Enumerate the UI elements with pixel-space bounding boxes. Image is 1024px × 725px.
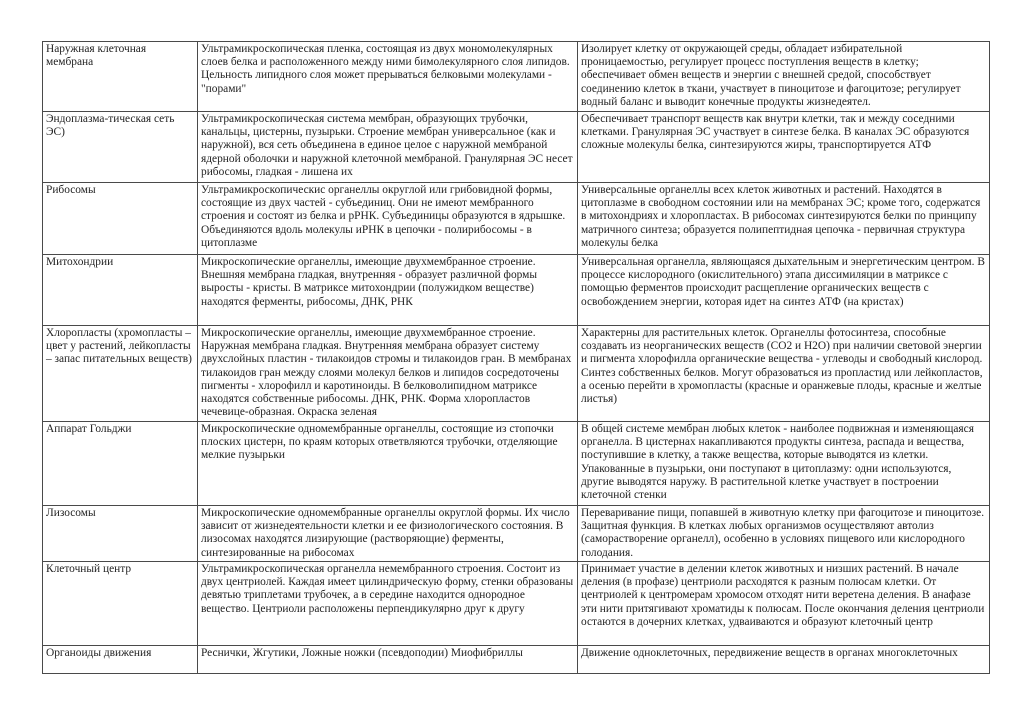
- organelle-function-cell: Изолирует клетку от окружающей среды, обладает избирательной проницаемостью, регулирует процесс поступления веществ в клетку; обеспечивает обмен веществ и энергии с внешней средой, способствует соединению клеток в ткани, участвует в пиноцитозе и фагоцитозе; регулирует водный баланс и выводит конечные продукты жизнедеятел.: [578, 42, 990, 112]
- organelle-name-cell: Органоиды движения: [43, 646, 198, 674]
- organelle-name-cell: Клеточный центр: [43, 562, 198, 646]
- table-row: [43, 42, 990, 112]
- organelle-function-cell: Характерны для растительных клеток. Органеллы фотосинтеза, способные создавать из неорганических веществ (СО2 и Н2О) при наличии световой энергии и пигмента хлорофилла органические вещества - углеводы и свободный кислород. Синтез собственных белков. Могут образоваться из пропластид или лейкопластов, а осенью перейти в хромопласты (красные и оранжевые плоды, красные и желтые листья): [578, 326, 990, 422]
- organelle-function-cell: Принимает участие в делении клеток животных и низших растений. В начале деления (в профазе) центриоли расходятся к разным полюсам клетки. От центриолей к центромерам хромосом отходят нити веретена деления. В анафазе эти нити притягивают хроматиды к полюсам. После окончания деления центриоли остаются в дочерних клетках, удваиваются и образуют клеточный центр: [578, 562, 990, 646]
- organelle-function-cell: Универсальная органелла, являющаяся дыхательным и энергетическим центром. В процессе кислородного (окислительного) этапа диссимиляции в матриксе с помощью ферментов происходит расщепление органических веществ с освобождением энергии, которая идет на синтез АТФ (на кристах): [578, 255, 990, 326]
- organelles-table: [42, 41, 990, 674]
- organelle-structure-cell: Микроскопические органеллы, имеющие двухмембранное строение. Внешняя мембрана гладкая, внутренняя - образует различной формы выросты - кристы. В матриксе митохондрии (полужидком веществе) находятся ферменты, рибосомы, ДНК, РНК: [198, 255, 578, 326]
- organelle-structure-cell: Реснички, Жгутики, Ложные ножки (псевдоподии) Миофибриллы: [198, 646, 578, 674]
- organelle-structure-cell: Ультрамикроскопическис органеллы округлой или грибовидной формы, состоящие из двух частей - субъединиц. Они не имеют мембранного строения и состоят из белка и рРНК. Субъединицы образуются в ядрышке. Объединяются вдоль молекулы иРНК в цепочки - полирибосомы - в цитоплазме: [198, 183, 578, 255]
- organelle-function-cell: Универсальные органеллы всех клеток животных и растений. Находятся в цитоплазме в свободном состоянии или на мембранах ЭС; кроме того, содержатся в митохондриях и хлоропластах. В рибосомах синтезируются белки по принципу матричного синтеза; образуется полипептидная цепочка - первичная структура молекулы белка: [578, 183, 990, 255]
- organelle-function-cell: Переваривание пищи, попавшей в животную клетку при фагоцитозе и пиноцитозе. Защитная функция. В клетках любых организмов осуществляют автолиз (саморастворение органелл), особенно в условиях пищевого или кислородного голодания.: [578, 506, 990, 562]
- organelle-structure-cell: Микроскопические одномембранные органеллы округлой формы. Их число зависит от жизнедеятельности клетки и ее физиологического состояния. В лизосомах находятся лизирующие (растворяющие) ферменты, синтезированные на рибосомах: [198, 506, 578, 562]
- organelle-structure-cell: Ультрамикроскопическая система мембран, образующих трубочки, канальцы, цистерны, пузырьки. Строение мембран универсальное (как и наружной), вся сеть объединена в единое целое с наружной мембраной ядерной оболочки и наружной клеточной мембраной. Гранулярная ЭС несет рибосомы, гладкая - лишена их: [198, 112, 578, 183]
- table-row: [43, 326, 990, 422]
- organelle-structure-cell: Ультрамикроскопическая пленка, состоящая из двух мономолекулярных слоев белка и расположенного между ними бимолекулярного слоя липидов. Цельность липидного слоя может прерываться белковыми молекулами - "порами": [198, 42, 578, 112]
- organelle-structure-cell: Ультрамикроскопическая органелла немембранного строения. Состоит из двух центриолей. Каждая имеет цилиндрическую форму, стенки образованы девятью триплетами трубочек, а в середине находится однородное вещество. Центриоли расположены перпендикулярно друг к другу: [198, 562, 578, 646]
- organelle-name-cell: Митохондрии: [43, 255, 198, 326]
- organelle-function-cell: Обеспечивает транспорт веществ как внутри клетки, так и между соседними клетками. Гранулярная ЭС участвует в синтезе белка. В каналах ЭС образуются сложные молекулы белка, синтезируются жиры, транспортируется АТФ: [578, 112, 990, 183]
- organelle-name-cell: Эндоплазма-тическая сеть ЭС): [43, 112, 198, 183]
- organelle-name-cell: Аппарат Гольджи: [43, 422, 198, 506]
- table-row: [43, 506, 990, 562]
- table-row: [43, 562, 990, 646]
- organelle-name-cell: Хлоропласты (хромопласты – цвет у растений, лейкопласты – запас питательных веществ): [43, 326, 198, 422]
- table-row: [43, 255, 990, 326]
- table-row: [43, 183, 990, 255]
- table-row: [43, 112, 990, 183]
- table-row: [43, 646, 990, 674]
- organelle-structure-cell: Микроскопические одномембранные органеллы, состоящие из стопочки плоских цистерн, по краям которых ответвляются трубочки, отделяющие мелкие пузырьки: [198, 422, 578, 506]
- organelle-name-cell: Лизосомы: [43, 506, 198, 562]
- table-row: [43, 422, 990, 506]
- organelle-structure-cell: Микроскопические органеллы, имеющие двухмембранное строение. Наружная мембрана гладкая. Внутренняя мембрана образует систему двухслойных пластин - тилакоидов стромы и тилакоидов гран. В мембранах тилакоидов гран между слоями молекул белков и липидов сосредоточены пигменты - хлорофилл и каротиноиды. В белковолипидном матриксе находятся собственные рибосомы. ДНК, РНК. Форма хлоропластов чечевице-образная. Окраска зеленая: [198, 326, 578, 422]
- organelle-function-cell: В общей системе мембран любых клеток - наиболее подвижная и изменяющаяся органелла. В цистернах накапливаются продукты синтеза, распада и вещества, поступившие в клетку, а также вещества, которые выводятся из клетки. Упакованные в пузырьки, они поступают в цитоплазму: одни используются, другие выводятся наружу. В растительной клетке участвует в построении клеточной стенки: [578, 422, 990, 506]
- organelle-name-cell: Наружная клеточная мембрана: [43, 42, 198, 112]
- organelle-name-cell: Рибосомы: [43, 183, 198, 255]
- organelle-function-cell: Движение одноклеточных, передвижение веществ в органах многоклеточных: [578, 646, 990, 674]
